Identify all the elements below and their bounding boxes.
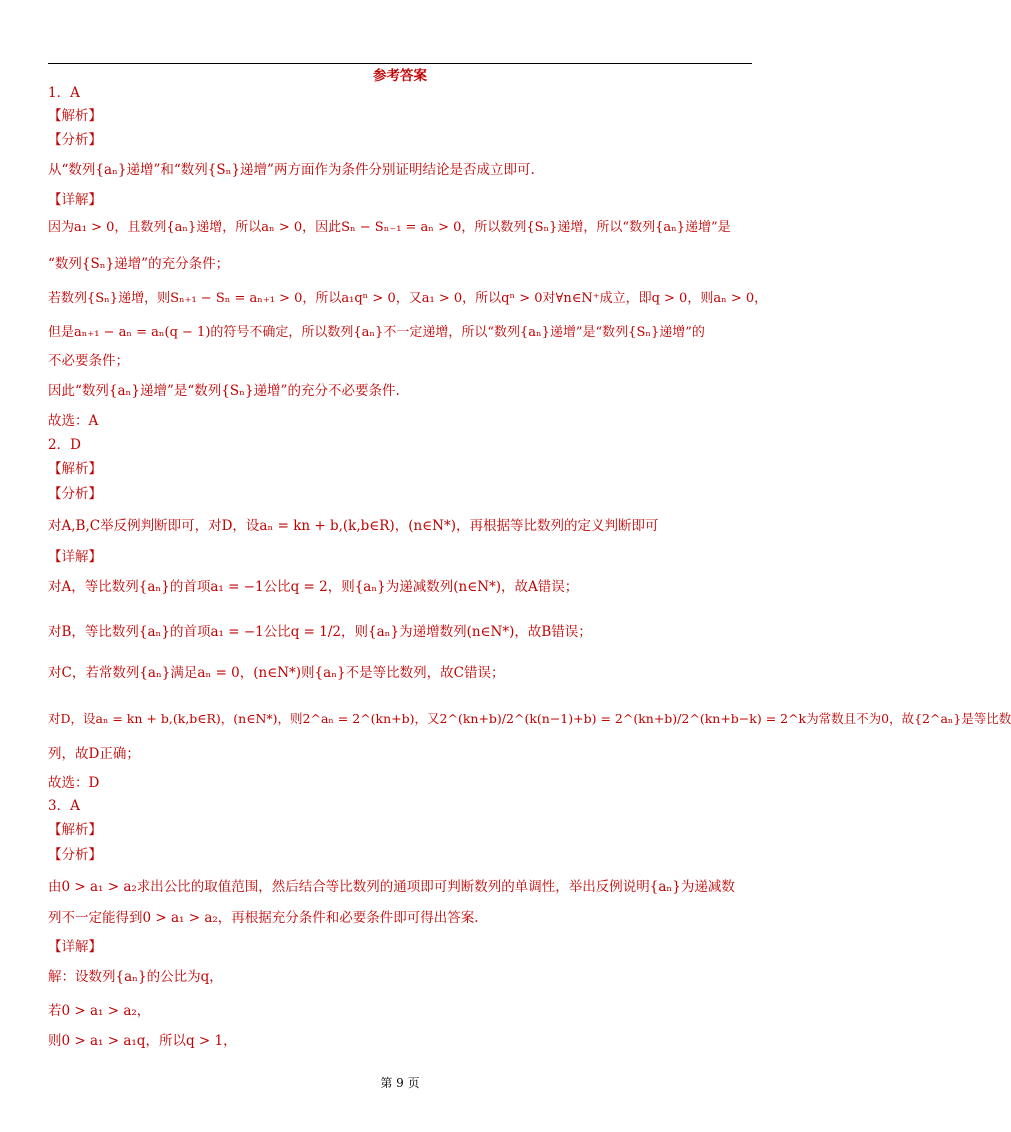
section-label: 【详解】 (48, 192, 102, 208)
section-label: 【详解】 (48, 939, 102, 955)
section-label: 【解析】 (48, 822, 102, 838)
text-line: 对A,B,C举反例判断即可，对D，设aₙ = kn + b,(k,b∈R)，(n∈N*)，再根据等比数列的定义判断即可 (48, 518, 659, 534)
section-label: 【分析】 (48, 486, 102, 502)
page-number: 第 9 页 (380, 1076, 420, 1090)
section-label: 【分析】 (48, 132, 102, 148)
section-label: 【解析】 (48, 461, 102, 477)
text-line: 故选：A (48, 413, 99, 429)
text-line: 对C，若常数列{aₙ}满足aₙ = 0，(n∈N*)则{aₙ}不是等比数列，故C错误； (48, 665, 505, 681)
text-line: 列不一定能得到0 > a₁ > a₂，再根据充分条件和必要条件即可得出答案. (48, 910, 479, 926)
text-line: “数列{Sₙ}递增”的充分条件； (48, 256, 230, 272)
text-line: 对D，设aₙ = kn + b,(k,b∈R)，(n∈N*)，则2^aₙ = 2^(kn+b)，又2^(kn+b)/2^(k(n−1)+b) = 2^(kn+b)/2^(kn+b−k) = 2^k为常数且不为0，故{2^aₙ}是等比数 (48, 711, 1011, 726)
text-line: 列，故D正确； (48, 746, 140, 762)
section-label: 【详解】 (48, 549, 102, 565)
text-line: 对A，等比数列{aₙ}的首项a₁ = −1公比q = 2，则{aₙ}为递减数列(n∈N*)，故A错误； (48, 579, 579, 595)
text-line: 但是aₙ₊₁ − aₙ = aₙ(q − 1)的符号不确定，所以数列{aₙ}不一定递增，所以“数列{aₙ}递增”是“数列{Sₙ}递增”的 (48, 325, 705, 340)
text-line: 由0 > a₁ > a₂求出公比的取值范围，然后结合等比数列的通项即可判断数列的单调性，举出反例说明{aₙ}为递减数 (48, 879, 735, 895)
text-line: 不必要条件； (48, 353, 129, 369)
text-line: 若0 > a₁ > a₂， (48, 1003, 151, 1019)
text-line: 故选：D (48, 775, 100, 791)
text-line: 若数列{Sₙ}递增，则Sₙ₊₁ − Sₙ = aₙ₊₁ > 0，所以a₁qⁿ > 0，又a₁ > 0，所以qⁿ > 0对∀n∈N⁺成立，即q > 0，则aₙ > 0， (48, 291, 768, 306)
text-line: 对B，等比数列{aₙ}的首项a₁ = −1公比q = 1/2，则{aₙ}为递增数列(n∈N*)，故B错误； (48, 624, 592, 640)
section-label: 【分析】 (48, 847, 102, 863)
answer-number: 2．D (48, 437, 81, 453)
text-line: 则0 > a₁ > a₁q，所以q > 1， (48, 1033, 237, 1049)
text-line: 因为a₁ > 0，且数列{aₙ}递增，所以aₙ > 0，因此Sₙ − Sₙ₋₁ = aₙ > 0，所以数列{Sₙ}递增，所以“数列{aₙ}递增”是 (48, 220, 731, 235)
text-line: 因此“数列{aₙ}递增”是“数列{Sₙ}递增”的充分不必要条件. (48, 383, 400, 399)
text-line: 从“数列{aₙ}递增”和“数列{Sₙ}递增”两方面作为条件分别证明结论是否成立即可. (48, 162, 535, 178)
section-label: 【解析】 (48, 108, 102, 124)
page-title: 参考答案 (373, 68, 427, 84)
answer-number: 3．A (48, 798, 80, 814)
answer-number: 1．A (48, 85, 80, 101)
text-line: 解：设数列{aₙ}的公比为q， (48, 969, 223, 985)
